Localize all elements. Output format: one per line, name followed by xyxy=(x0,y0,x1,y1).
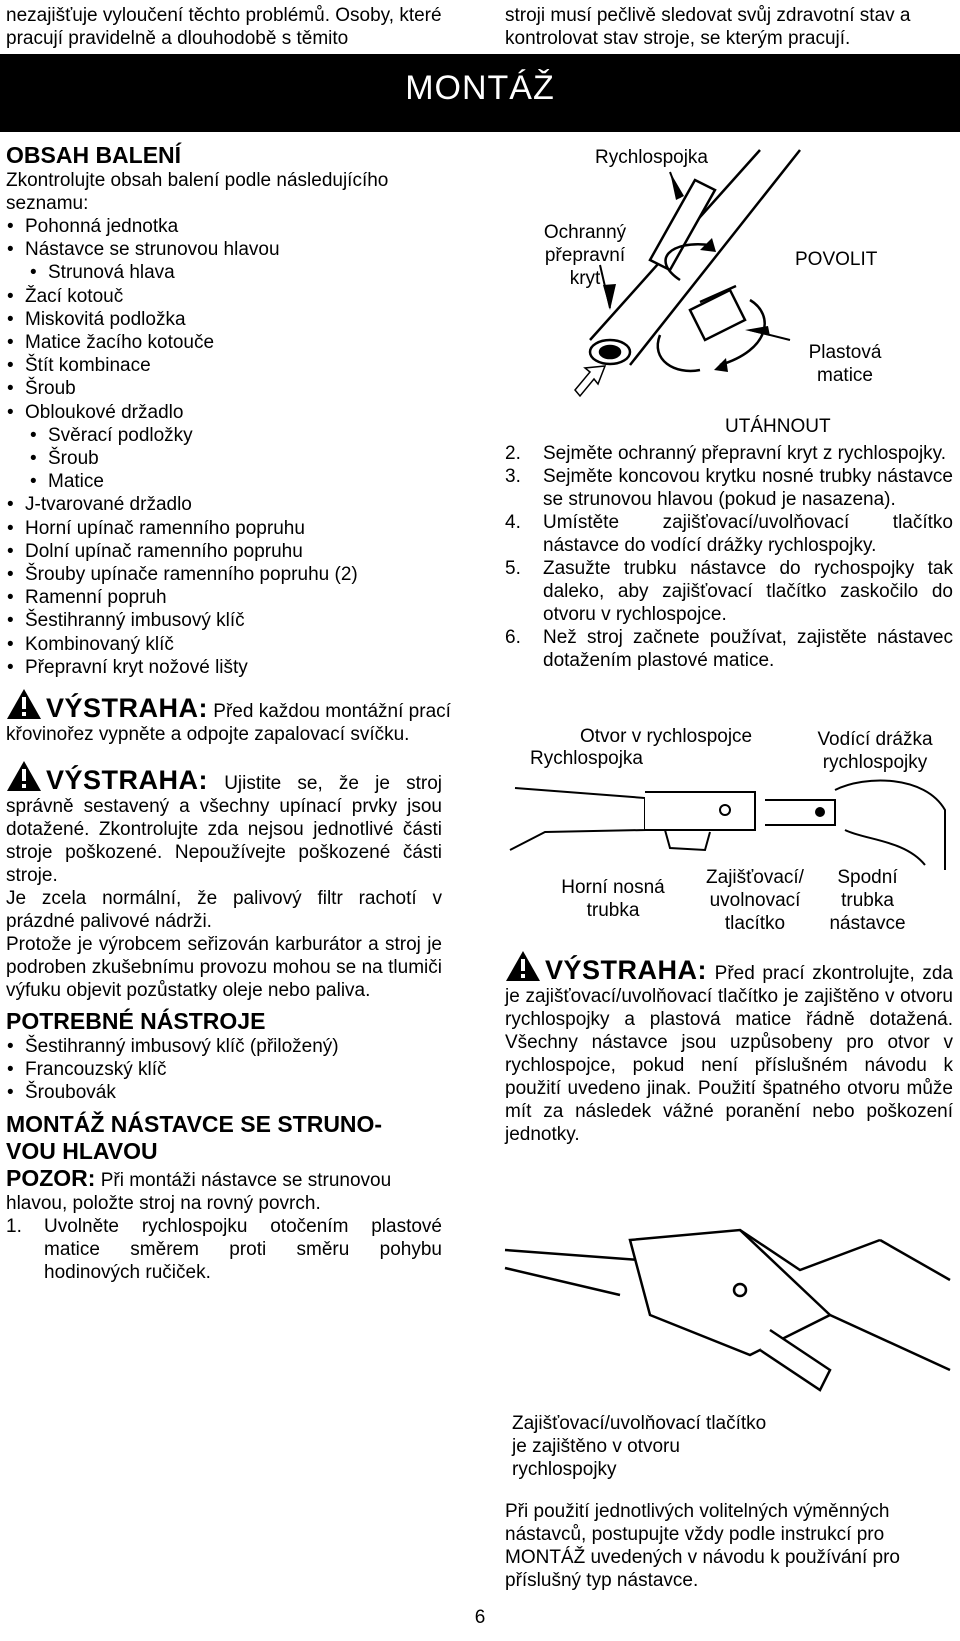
label-spodni-trubka: Spodní trubka nástavce xyxy=(829,867,906,934)
package-item: • Pohonná jednotka xyxy=(6,215,456,238)
tool-item: • Šestihranný imbusový klíč (přiložený) xyxy=(6,1035,456,1058)
top-right-text: stroji musí pečlivě sledovat svůj zdravotní stav a kontrolovat stav stroje, se kterým pracují. xyxy=(505,5,911,49)
package-item: • Šroub xyxy=(6,447,456,470)
step-item xyxy=(505,465,953,511)
warning-1-text: Před každou montážní prací křovinořez vypněte a odpojte zapalovací svíčku. xyxy=(6,701,451,746)
coupler-insertion-illustration xyxy=(505,770,955,875)
warning-3-text: Před prací zkontrolujte, zda je zajišťovací/uvolňovací tlačítko je zajištěno v otvoru rychlospojky a plastová matice řádně dotažená. Všechny nástavce jsou uzpůsobeny pro otvor v rychlospojce, pokud není příslušném návodu k použití uvedeno jinak. Použití špatného otvoru může mít za následek vážné poranění nebo poškození jednotky. xyxy=(505,963,953,1145)
package-list xyxy=(6,215,456,679)
carburetor-note: Protože je výrobcem seřizován karburátor a stroj je podroben zkušebnímu provozu mohou se na tlumiči výfuku objevit pozůstatky oleje nebo paliva. xyxy=(6,934,442,1002)
assembly-caution xyxy=(6,1165,442,1215)
warning-2 xyxy=(6,760,442,887)
package-item: • Kombinovaný klíč xyxy=(6,633,456,656)
tools-list xyxy=(6,1035,456,1105)
package-item: • Strunová hlava xyxy=(6,261,456,284)
step-number: 3. xyxy=(505,466,521,487)
label-povolit: POVOLIT xyxy=(795,249,878,270)
package-item: • Nástavce se strunovou hlavou xyxy=(6,238,456,261)
final-paragraph: Při použití jednotlivých volitelných výměnných nástavců, postupujte vždy podle instrukcí pro MONTÁŽ uvedených v návodu k používání pro příslušný typ nástavce. xyxy=(505,1501,900,1591)
left-column xyxy=(6,142,456,1284)
label-otvor: Otvor v rychlospojce xyxy=(580,726,753,747)
warning-3 xyxy=(505,950,953,1146)
label-ochranny-kryt: Ochranný přepravní kryt xyxy=(543,222,627,289)
assembly-heading: MONTÁŽ NÁSTAVCE SE STRUNO-VOU HLAVOU xyxy=(6,1110,383,1164)
top-left-text: nezajišťuje vyloučení těchto problémů. Osoby, které pracují pravidelně a dlouhodobě s těmito xyxy=(6,5,442,49)
package-item: • Matice xyxy=(6,470,456,493)
step-number: 4. xyxy=(505,512,521,533)
label-vodici-drazka: Vodící drážka rychlospojky xyxy=(817,729,933,773)
caution-text: Při montáži nástavce se strunovou hlavou, položte stroj na rovný povrch. xyxy=(6,1169,392,1214)
warning-3-word: VÝSTRAHA: xyxy=(545,955,708,985)
step-text: Sejměte ochranný přepravní kryt z rychlospojky. xyxy=(543,443,947,464)
package-heading: OBSAH BALENÍ xyxy=(6,142,182,168)
step-number: 5. xyxy=(505,558,521,579)
step-text: Umístěte zajišťovací/uvolňovací tlačítko nástavce do vodící drážky rychlospojky. xyxy=(543,512,953,556)
step-1 xyxy=(6,1215,442,1284)
warning-triangle-icon xyxy=(6,760,42,792)
step-text: Zasužte trubku nástavce do rychospojky tak daleko, aby zajišťovací tlačítko zaskočilo do otvoru v rychlospojce. xyxy=(543,558,953,625)
step-item xyxy=(6,1215,442,1284)
step-text: Sejměte koncovou krytku nosné trubky nástavce se strunovou hlavou (pokud je nasazena). xyxy=(543,466,953,510)
fuel-filter-note: Je zcela normální, že palivový filtr rachotí v prázdné palivové nádrži. xyxy=(6,888,442,933)
locked-button-illustration xyxy=(500,1220,955,1405)
step-number: 1. xyxy=(6,1215,22,1237)
package-item: • Dolní upínač ramenního popruhu xyxy=(6,540,456,563)
step-item xyxy=(505,511,953,557)
section-title: MONTÁŽ xyxy=(405,69,555,107)
tool-item: • Francouzský klíč xyxy=(6,1058,456,1081)
package-item: • Žací kotouč xyxy=(6,285,456,308)
step-text: Uvolněte rychlospojku otočením plastové matice směrem proti směru pohybu hodinových ručiček. xyxy=(44,1215,442,1283)
package-item: • Štít kombinace xyxy=(6,354,456,377)
tools-heading: POTREBNÉ NÁSTROJE xyxy=(6,1008,266,1035)
label-zajistovaci: Zajišťovací/ uvolnovací tlacítko xyxy=(706,867,804,934)
package-item: • Šestihranný imbusový klíč xyxy=(6,609,456,632)
label-rychlospojka-2: Rychlospojka xyxy=(530,748,643,769)
package-item: • Matice žacího kotouče xyxy=(6,331,456,354)
package-intro: Zkontrolujte obsah balení podle následujícího seznamu: xyxy=(6,170,389,214)
label-locked-button: Zajišťovací/uvolňovací tlačítko je zajištěno v otvoru rychlospojky xyxy=(512,1413,767,1480)
package-item: • Obloukové držadlo xyxy=(6,401,456,424)
warning-2-text: Ujistite se, že je stroj správně sestavený a všechny upínací prvky jsou dotažené. Zkontrolujte zda nejsou jednotlivé části stroje poškozené. Nepoužívejte poškozené části stroje. xyxy=(6,773,442,887)
page-number: 6 xyxy=(474,1607,486,1628)
warning-triangle-icon xyxy=(505,950,541,982)
step-item xyxy=(505,557,953,626)
package-item: • J-tvarované držadlo xyxy=(6,493,456,516)
package-item: • Svěrací podložky xyxy=(6,424,456,447)
tool-item: • Šroubovák xyxy=(6,1081,456,1104)
label-plastova-matice: Plastová matice xyxy=(808,342,882,386)
label-utahnout: UTÁHNOUT xyxy=(725,416,831,437)
package-item: • Šrouby upínače ramenního popruhu (2) xyxy=(6,563,456,586)
step-item xyxy=(505,626,953,672)
step-number: 2. xyxy=(505,443,521,464)
warning-triangle-icon xyxy=(6,688,42,720)
warning-2-word: VÝSTRAHA: xyxy=(46,765,209,796)
label-rychlospojka: Rychlospojka xyxy=(595,147,708,168)
steps-list xyxy=(505,442,953,672)
package-item: • Přepravní kryt nožové lišty xyxy=(6,656,456,679)
label-horni-trubka: Horní nosná trubka xyxy=(561,877,665,921)
package-item: • Ramenní popruh xyxy=(6,586,456,609)
step-text: Než stroj začnete používat, zajistěte nástavec dotažením plastové matice. xyxy=(543,627,953,671)
caution-word: POZOR: xyxy=(6,1164,96,1191)
package-item: • Horní upínač ramenního popruhu xyxy=(6,517,456,540)
warning-1-word: VÝSTRAHA: xyxy=(46,693,209,724)
package-item: • Miskovitá podložka xyxy=(6,308,456,331)
step-number: 6. xyxy=(505,627,521,648)
step-item xyxy=(505,442,953,465)
warning-1 xyxy=(6,688,456,746)
package-item: • Šroub xyxy=(6,377,456,400)
